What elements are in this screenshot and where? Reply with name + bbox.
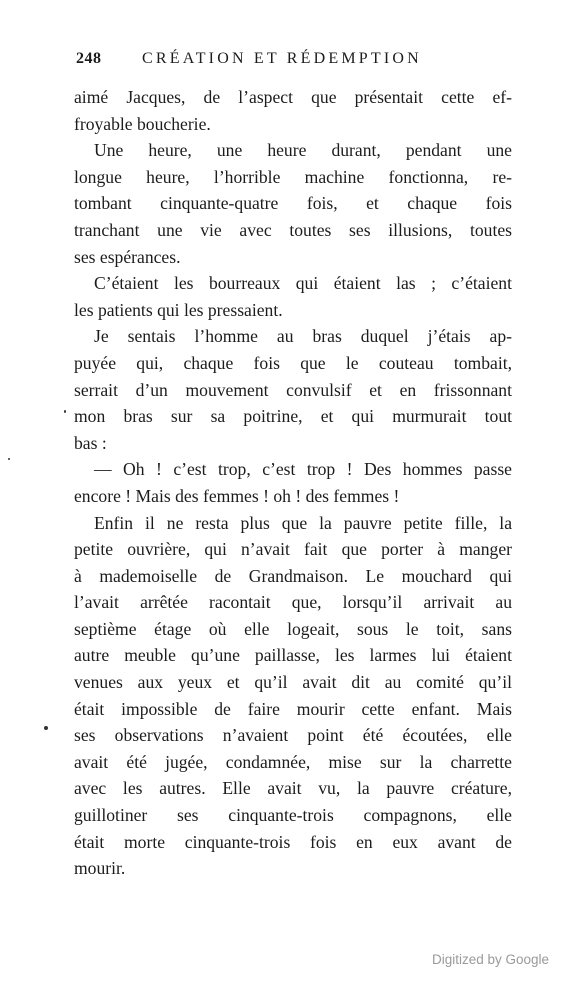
text-line: ses observations n’avaient point été écoutées, elle	[74, 725, 512, 746]
paragraph-first-line: — Oh ! c’est trop, c’est trop ! Des hommes passe	[94, 459, 512, 480]
paragraph-first-line: Enfin il ne resta plus que la pauvre petite fille, la	[94, 512, 512, 533]
paragraph-first-line: C’étaient les bourreaux qui étaient las ; c’étaient	[94, 273, 512, 294]
text-line: puyée qui, chaque fois que le couteau tombait,	[74, 352, 512, 373]
text-line: tranchant une vie avec toutes ses illusions, toutes	[74, 219, 512, 240]
paragraph-first-line: Je sentais l’homme au bras duquel j’étais ap-	[94, 326, 512, 347]
text-line: était morte cinquante-trois fois en eux avant de	[74, 831, 512, 852]
scan-speck	[64, 410, 66, 413]
text-line: ses espérances.	[74, 246, 181, 267]
page-number: 248	[76, 50, 102, 67]
paragraph-first-line: Une heure, une heure durant, pendant une	[94, 140, 512, 161]
text-line: longue heure, l’horrible machine fonctionna, re-	[74, 166, 512, 187]
digitized-watermark: Digitized by Google	[432, 952, 550, 967]
text-line: aimé Jacques, de l’aspect que présentait cette ef-	[74, 87, 512, 107]
scan-speck	[8, 458, 10, 460]
scan-speck	[44, 726, 48, 730]
text-line: froyable boucherie.	[74, 113, 211, 134]
text-line: venues aux yeux et qu’il avait dit au comité qu’il	[74, 672, 512, 693]
text-line: septième étage où elle logeait, sous le toit, sans	[74, 618, 512, 639]
text-line: était impossible de faire mourir cette enfant. Mais	[74, 698, 512, 719]
text-line: bas :	[74, 432, 107, 453]
text-line: à mademoiselle de Grandmaison. Le mouchard qui	[74, 565, 512, 586]
text-line: petite ouvrière, qui n’avait fait que porter à manger	[74, 539, 512, 560]
text-line: les patients qui les pressaient.	[74, 299, 283, 320]
text-line: avait été jugée, condamnée, mise sur la charrette	[74, 751, 512, 772]
text-line: mon bras sur sa poitrine, et qui murmurait tout	[74, 406, 512, 427]
running-title: CRÉATION ET RÉDEMPTION	[142, 50, 422, 67]
text-line: serrait d’un mouvement convulsif et en frissonnant	[74, 379, 512, 400]
text-line: avec les autres. Elle avait vu, la pauvre créature,	[74, 778, 512, 799]
text-line: l’avait arrêtée racontait que, lorsqu’il arrivait au	[74, 592, 512, 613]
text-line: tombant cinquante-quatre fois, et chaque fois	[74, 193, 512, 214]
running-head	[76, 50, 456, 72]
body-text	[74, 84, 512, 882]
text-line: autre meuble qu’une paillasse, les larmes lui étaient	[74, 645, 512, 666]
text-line: mourir.	[74, 858, 126, 879]
text-line: encore ! Mais des femmes ! oh ! des femmes !	[74, 485, 400, 506]
text-line: guillotiner ses cinquante-trois compagnons, elle	[74, 805, 512, 826]
